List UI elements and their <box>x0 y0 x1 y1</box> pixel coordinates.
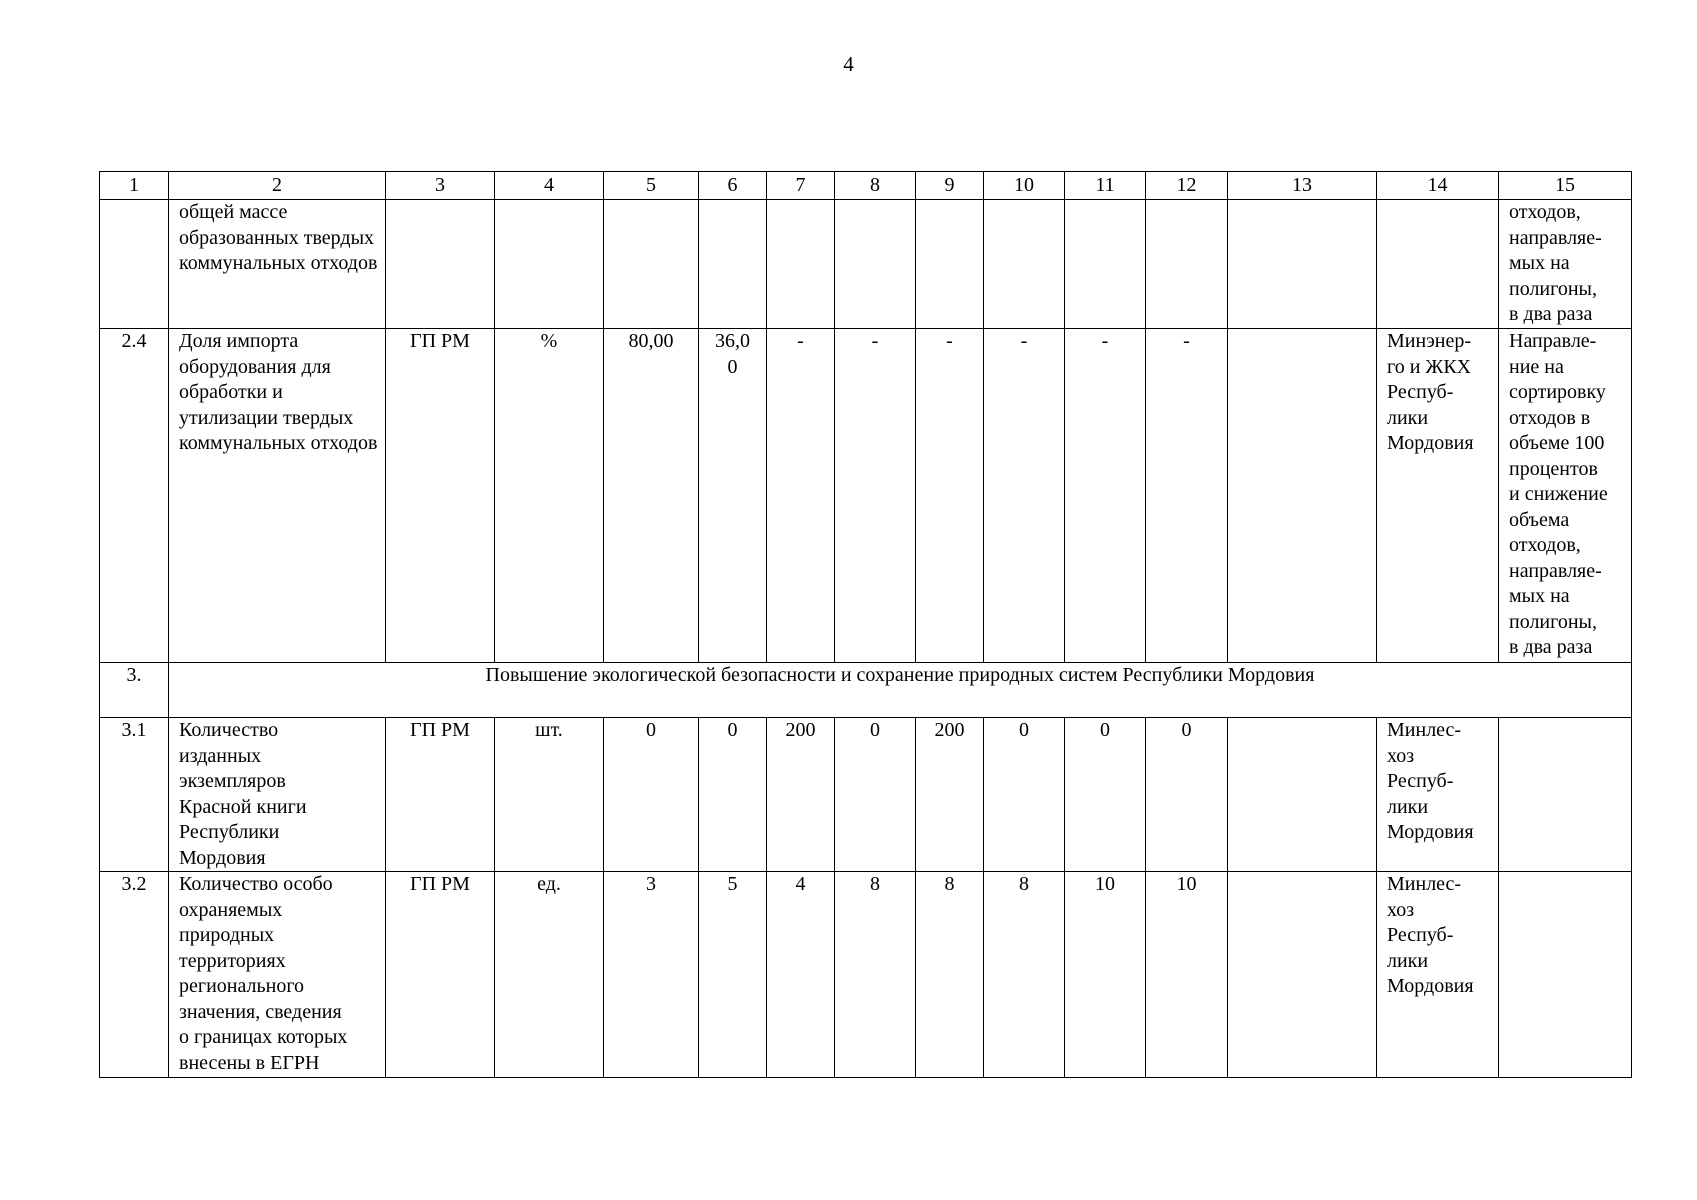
header-cell: 14 <box>1377 172 1499 200</box>
value-cell <box>835 200 916 329</box>
result-cell: Направле- ние на сортировку отходов в объеме 100 процентов и снижение объема отходов, направляе- мых на полигоны, в два раза <box>1499 329 1632 663</box>
result-cell <box>1499 718 1632 872</box>
header-cell: 4 <box>495 172 604 200</box>
basis-cell: ГП РМ <box>386 329 495 663</box>
header-cell: 2 <box>169 172 386 200</box>
section-row <box>100 663 1632 718</box>
indicator-name-cell: Количество изданных экземпляров Красной книги Республики Мордовия <box>169 718 386 872</box>
note-cell <box>1228 200 1377 329</box>
value-cell: 200 <box>916 718 984 872</box>
value-cell: 4 <box>767 872 835 1078</box>
row-number-cell: 3.1 <box>100 718 169 872</box>
header-cell: 12 <box>1146 172 1228 200</box>
value-cell: 8 <box>984 872 1065 1078</box>
responsible-cell: Минлес- хоз Респуб- лики Мордовия <box>1377 872 1499 1078</box>
row-number-cell: 2.4 <box>100 329 169 663</box>
result-cell <box>1499 872 1632 1078</box>
value-cell: 80,00 <box>604 329 699 663</box>
value-cell: 0 <box>699 718 767 872</box>
note-cell <box>1228 872 1377 1078</box>
header-cell: 9 <box>916 172 984 200</box>
header-cell: 15 <box>1499 172 1632 200</box>
basis-cell: ГП РМ <box>386 718 495 872</box>
indicator-name-cell: Количество особо охраняемых природных территориях регионального значения, сведения о границах которых внесены в ЕГРН <box>169 872 386 1078</box>
value-cell: 0 <box>984 718 1065 872</box>
responsible-cell <box>1377 200 1499 329</box>
value-cell: - <box>1146 329 1228 663</box>
indicator-name-cell: Доля импорта оборудования для обработки и утилизации твердых коммунальных отходов <box>169 329 386 663</box>
value-cell: 0 <box>1065 718 1146 872</box>
result-cell: отходов, направляе- мых на полигоны, в два раза <box>1499 200 1632 329</box>
note-cell <box>1228 718 1377 872</box>
header-cell: 10 <box>984 172 1065 200</box>
header-cell: 1 <box>100 172 169 200</box>
note-cell <box>1228 329 1377 663</box>
value-cell <box>1146 200 1228 329</box>
section-title: Повышение экологической безопасности и сохранение природных систем Республики Мордовия <box>169 663 1632 718</box>
value-cell: 0 <box>604 718 699 872</box>
table-row <box>100 872 1632 1078</box>
unit-cell <box>495 200 604 329</box>
indicator-name-cell: общей массе образованных твердых коммунальных отходов <box>169 200 386 329</box>
value-cell: - <box>916 329 984 663</box>
value-cell: - <box>767 329 835 663</box>
value-cell <box>984 200 1065 329</box>
value-cell <box>916 200 984 329</box>
value-cell: 10 <box>1065 872 1146 1078</box>
value-cell: 200 <box>767 718 835 872</box>
row-number-cell: 3.2 <box>100 872 169 1078</box>
header-cell: 6 <box>699 172 767 200</box>
unit-cell: ед. <box>495 872 604 1078</box>
value-cell: 8 <box>835 872 916 1078</box>
table-row <box>100 200 1632 329</box>
value-cell <box>1065 200 1146 329</box>
table-row <box>100 329 1632 663</box>
header-cell: 8 <box>835 172 916 200</box>
header-cell: 13 <box>1228 172 1377 200</box>
value-cell: - <box>835 329 916 663</box>
basis-cell: ГП РМ <box>386 872 495 1078</box>
value-cell <box>699 200 767 329</box>
header-cell: 7 <box>767 172 835 200</box>
section-number-cell: 3. <box>100 663 169 718</box>
unit-cell: шт. <box>495 718 604 872</box>
value-cell: 0 <box>835 718 916 872</box>
value-cell: 10 <box>1146 872 1228 1078</box>
indicators-table <box>99 171 1632 1078</box>
unit-cell: % <box>495 329 604 663</box>
value-cell <box>604 200 699 329</box>
basis-cell <box>386 200 495 329</box>
row-number-cell <box>100 200 169 329</box>
value-cell: 36,0 0 <box>699 329 767 663</box>
table-row <box>100 718 1632 872</box>
value-cell: 3 <box>604 872 699 1078</box>
value-cell: 8 <box>916 872 984 1078</box>
value-cell <box>767 200 835 329</box>
page-number: 4 <box>843 52 854 76</box>
responsible-cell: Минэнер- го и ЖКХ Респуб- лики Мордовия <box>1377 329 1499 663</box>
value-cell: - <box>1065 329 1146 663</box>
header-cell: 11 <box>1065 172 1146 200</box>
value-cell: 0 <box>1146 718 1228 872</box>
responsible-cell: Минлес- хоз Респуб- лики Мордовия <box>1377 718 1499 872</box>
header-cell: 5 <box>604 172 699 200</box>
table-header-row <box>100 172 1632 200</box>
value-cell: - <box>984 329 1065 663</box>
value-cell: 5 <box>699 872 767 1078</box>
header-cell: 3 <box>386 172 495 200</box>
